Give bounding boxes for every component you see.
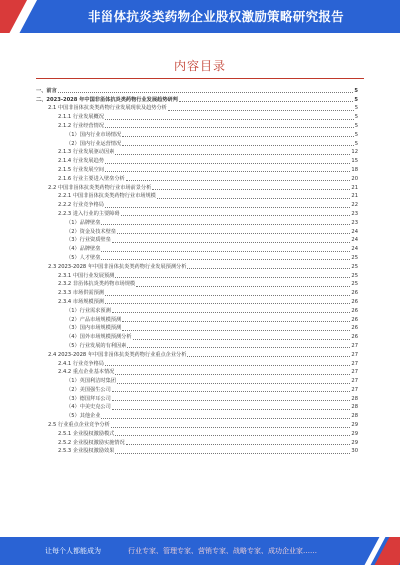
toc-leader-dots (187, 356, 350, 357)
toc-leader-dots (115, 374, 350, 375)
toc-leader-dots (127, 347, 350, 348)
toc-entry-page: 5 (354, 87, 358, 94)
toc-entry-label: 2.2 中国非甾体抗炎类药物行业市场前景分析 (48, 184, 152, 191)
toc-entry[interactable] (36, 104, 358, 113)
header-bar (0, 0, 400, 33)
table-of-contents (36, 86, 358, 455)
toc-entry[interactable] (36, 139, 358, 148)
toc-entry-page: 29 (351, 439, 358, 446)
toc-leader-dots (126, 180, 351, 181)
toc-entry[interactable] (36, 324, 358, 333)
toc-entry-page: 18 (351, 166, 358, 173)
toc-leader-dots (133, 339, 351, 340)
toc-leader-dots (117, 383, 350, 384)
toc-entry-label: 2.3.1 中国行业发展预测 (58, 272, 115, 279)
toc-entry[interactable] (36, 447, 358, 456)
toc-entry-label: （5）人才壁垒 (66, 254, 101, 261)
toc-entry-label: （3）行业资质壁垒 (66, 237, 111, 244)
toc-entry-page: 27 (351, 386, 358, 393)
toc-entry-page: 29 (351, 430, 358, 437)
toc-entry[interactable] (36, 288, 358, 297)
toc-leader-dots (105, 207, 350, 208)
toc-entry-page: 25 (351, 281, 358, 288)
toc-leader-dots (105, 127, 354, 128)
toc-entry-page: 15 (351, 158, 358, 165)
toc-leader-dots (111, 427, 351, 428)
toc-leader-dots (112, 242, 351, 243)
toc-entry[interactable] (36, 262, 358, 271)
toc-heading: 内容目录 (173, 59, 226, 73)
toc-leader-dots (115, 435, 350, 436)
toc-entry[interactable] (36, 244, 358, 253)
toc-entry-page: 5 (354, 105, 358, 112)
toc-leader-dots (101, 251, 350, 252)
toc-entry-page: 26 (351, 307, 358, 314)
toc-entry-page: 23 (351, 210, 358, 217)
toc-entry-page: 27 (351, 360, 358, 367)
toc-leader-dots (117, 233, 350, 234)
toc-entry-label: 2.2.1 中国非甾体抗炎类药物行业市场规模 (58, 193, 156, 200)
toc-entry[interactable] (36, 376, 358, 385)
toc-entry-label: 2.5 行业重点企业竞争分析 (48, 422, 110, 429)
toc-entry-label: 2.1.5 行业发展空间 (58, 166, 104, 173)
toc-entry-page: 26 (351, 298, 358, 305)
toc-entry[interactable] (36, 332, 358, 341)
toc-entry[interactable] (36, 121, 358, 130)
toc-entry-label: （2）美国强生公司 (66, 386, 111, 393)
toc-entry-label: 2.1.6 行业主要进入壁垒分析 (58, 175, 125, 182)
toc-entry-page: 24 (351, 237, 358, 244)
toc-entry-page: 27 (351, 351, 358, 358)
toc-entry[interactable] (36, 420, 358, 429)
toc-leader-dots (112, 391, 351, 392)
toc-entry[interactable] (36, 236, 358, 245)
toc-entry-label: 2.4.2 重点企业基本情况 (58, 369, 115, 376)
toc-entry[interactable] (36, 297, 358, 306)
toc-entry[interactable] (36, 359, 358, 368)
toc-entry-label: （4）品牌壁垒 (66, 246, 101, 253)
toc-leader-dots (122, 321, 350, 322)
toc-leader-dots (101, 418, 350, 419)
toc-leader-dots (112, 409, 351, 410)
toc-leader-dots (122, 145, 354, 146)
toc-entry-label: 2.1 中国非甾体抗炎类药物行业发展现状及趋势分析 (48, 105, 167, 112)
toc-entry-page: 28 (351, 395, 358, 402)
toc-entry-page: 24 (351, 228, 358, 235)
toc-entry-page: 25 (351, 254, 358, 261)
toc-leader-dots (105, 163, 350, 164)
toc-entry-page: 5 (354, 122, 358, 129)
toc-entry-page: 21 (351, 184, 358, 191)
toc-leader-dots (122, 330, 350, 331)
toc-entry-label: （5）其他企业 (66, 413, 101, 420)
toc-entry-page: 28 (351, 413, 358, 420)
toc-entry-label: 2.2.2 行业竞争格局 (58, 202, 104, 209)
toc-entry[interactable] (36, 280, 358, 289)
toc-entry-label: （3）国内市场规模预测 (66, 325, 122, 332)
toc-entry[interactable] (36, 192, 358, 201)
toc-entry[interactable] (36, 227, 358, 236)
toc-entry-page: 24 (351, 246, 358, 253)
toc-entry-page: 23 (351, 219, 358, 226)
toc-leader-dots (136, 286, 350, 287)
toc-entry[interactable] (36, 218, 358, 227)
toc-entry-page: 27 (351, 378, 358, 385)
toc-entry[interactable] (36, 209, 358, 218)
toc-entry-page: 26 (351, 334, 358, 341)
toc-entry-label: 2.5.3 企业股权激励效果 (58, 448, 115, 455)
toc-leader-dots (152, 189, 350, 190)
toc-entry-label: 2.1.2 行业经营情况 (58, 122, 104, 129)
toc-entry[interactable] (36, 368, 358, 377)
toc-entry-label: （4）国外市场规模预测分析 (66, 334, 132, 341)
toc-entry[interactable] (36, 403, 358, 412)
toc-entry-page: 27 (351, 342, 358, 349)
toc-entry[interactable] (36, 341, 358, 350)
toc-entry-page: 21 (351, 193, 358, 200)
toc-entry[interactable] (36, 306, 358, 315)
toc-entry[interactable] (36, 271, 358, 280)
toc-leader-dots (105, 365, 350, 366)
toc-entry-label: 2.3.2 非甾体抗炎类药物市场规模 (58, 281, 136, 288)
toc-entry[interactable] (36, 385, 358, 394)
toc-leader-dots (126, 444, 351, 445)
toc-entry-page: 27 (351, 369, 358, 376)
toc-divider (36, 78, 364, 79)
toc-leader-dots (179, 101, 354, 102)
toc-entry-page: 22 (351, 202, 358, 209)
toc-entry[interactable] (36, 200, 358, 209)
footer-slogan-right: 行业专家、管理专家、营销专家、战略专家、成功企业家…… (128, 547, 317, 555)
toc-entry-page: 29 (351, 422, 358, 429)
toc-entry-page: 25 (351, 263, 358, 270)
toc-leader-dots (187, 268, 350, 269)
toc-entry-label: （1）国内行业市场情况 (66, 131, 122, 138)
toc-leader-dots (101, 224, 350, 225)
toc-leader-dots (121, 215, 351, 216)
toc-entry-label: （1）行业需求预测 (66, 307, 111, 314)
toc-entry-label: 2.3 2023-2028 年中国非甾体抗炎类药物行业发展预测分析 (48, 263, 187, 270)
toc-entry[interactable] (36, 112, 358, 121)
toc-entry-label: （3）德国拜耳公司 (66, 395, 111, 402)
toc-leader-dots (105, 303, 350, 304)
toc-entry[interactable] (36, 438, 358, 447)
toc-leader-dots (115, 277, 350, 278)
toc-entry-label: 2.4 2023-2028 年中国非甾体抗炎类药物行业重点企业分析 (48, 351, 187, 358)
toc-entry-page: 5 (354, 140, 358, 147)
toc-leader-dots (112, 400, 351, 401)
toc-entry[interactable] (36, 95, 358, 104)
toc-entry-label: 2.1.1 行业发展概况 (58, 114, 104, 121)
toc-entry[interactable] (36, 315, 358, 324)
toc-entry-page: 20 (351, 175, 358, 182)
footer-slogan-left: 让每个人都能成为 (45, 547, 101, 555)
toc-entry-page: 5 (354, 131, 358, 138)
toc-entry-label: （1）品牌壁垒 (66, 219, 101, 226)
toc-entry[interactable] (36, 165, 358, 174)
toc-entry[interactable] (36, 86, 358, 95)
footer-bar (0, 537, 400, 565)
toc-entry-page: 26 (351, 325, 358, 332)
toc-leader-dots (112, 312, 351, 313)
toc-entry-label: 2.3.3 市场供需预测 (58, 290, 104, 297)
toc-entry[interactable] (36, 148, 358, 157)
toc-leader-dots (105, 295, 350, 296)
toc-entry-label: 一、前言 (36, 87, 57, 94)
toc-entry-page: 25 (351, 272, 358, 279)
toc-entry-label: 二、2023-2028 年中国非甾体抗炎类药物行业发展趋势研判 (36, 96, 178, 103)
toc-entry-page: 5 (354, 114, 358, 121)
toc-leader-dots (58, 92, 354, 93)
toc-entry-label: 2.4.1 行业竞争格局 (58, 360, 104, 367)
toc-leader-dots (105, 119, 354, 120)
toc-entry-page: 12 (351, 149, 358, 156)
toc-entry-label: （1）英国利洁时集团 (66, 378, 116, 385)
toc-entry-label: （2）国内行业运营情况 (66, 140, 122, 147)
toc-entry-label: （5）行业发展的有利因素 (66, 342, 127, 349)
toc-entry-label: （4）中美史克公司 (66, 404, 111, 411)
toc-entry[interactable] (36, 350, 358, 359)
toc-entry[interactable] (36, 156, 358, 165)
toc-entry[interactable] (36, 429, 358, 438)
toc-entry-page: 30 (351, 448, 358, 455)
toc-entry[interactable] (36, 411, 358, 420)
toc-entry-label: 2.1.3 行业发展驱动因素 (58, 149, 115, 156)
toc-leader-dots (105, 171, 350, 172)
toc-entry-label: 2.5.2 企业股权激励实施情况 (58, 439, 125, 446)
toc-entry-page: 5 (354, 96, 358, 103)
toc-leader-dots (157, 198, 351, 199)
toc-entry-label: 2.3.4 市场规模预测 (58, 298, 104, 305)
toc-entry[interactable] (36, 130, 358, 139)
toc-entry-label: （2）资金及技术壁垒 (66, 228, 116, 235)
report-title: 非甾体抗炎类药物企业股权激励策略研究报告 (87, 9, 344, 24)
toc-leader-dots (168, 110, 354, 111)
toc-entry[interactable] (36, 174, 358, 183)
toc-entry[interactable] (36, 253, 358, 262)
toc-entry[interactable] (36, 183, 358, 192)
toc-leader-dots (115, 453, 350, 454)
toc-entry-page: 28 (351, 404, 358, 411)
toc-entry-page: 26 (351, 290, 358, 297)
toc-leader-dots (101, 259, 350, 260)
toc-entry-label: 2.2.3 进入行业的主要障碍 (58, 210, 120, 217)
toc-entry-page: 26 (351, 316, 358, 323)
toc-entry-label: 2.1.4 行业发展趋势 (58, 158, 104, 165)
toc-entry-label: （2）产品市场规模预测 (66, 316, 122, 323)
toc-leader-dots (122, 136, 354, 137)
toc-entry[interactable] (36, 394, 358, 403)
toc-leader-dots (115, 154, 350, 155)
toc-entry-label: 2.5.1 企业股权激励模式 (58, 430, 115, 437)
